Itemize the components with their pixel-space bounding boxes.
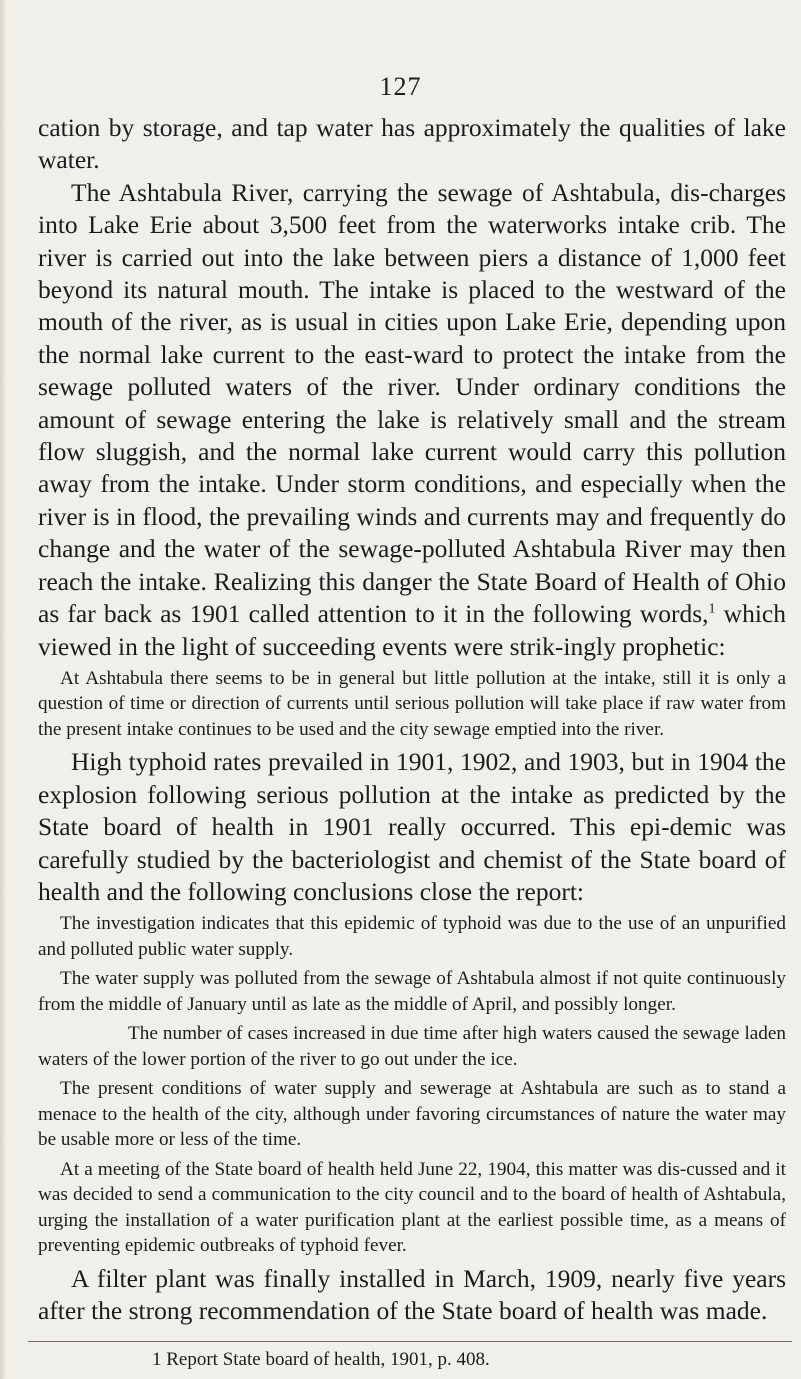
footnote-reference: 1 <box>708 601 716 617</box>
paragraph-text-tail: which viewed in the light of succeeding events were strik-ingly prophetic: <box>38 599 786 661</box>
footnote-divider <box>28 1341 792 1342</box>
quote-conclusion-cases: The number of cases increased in due time after high waters caused the sewage laden waters of the lower portion of the river to go out under the ice. <box>38 1023 786 1070</box>
page-number: 127 <box>379 72 422 101</box>
paragraph-text: The Ashtabula River, carrying the sewage of Ashtabula, dis-charges into Lake Erie about 3,500 feet from the waterworks intake crib. The river is carried out into the lake between piers a distance of 1,000 feet beyond its natural mouth. The intake is placed to the westward of the mouth of the river, as is usual in cities upon Lake Erie, depending upon the normal lake current to the east-ward to protect the intake from the sewage polluted waters of the river. Under ordinary conditions the amount of sewage entering the lake is relatively small and the stream flow sluggish, and the normal lake current would carry this pollution away from the intake. Under storm conditions, and especially when the river is in flood, the prevailing winds and currents may and frequently do change and the water of the sewage-polluted Ashtabula River may then reach the intake. Realizing this danger the State Board of Health of Ohio as far back as 1901 called attention to it in the following words, <box>38 177 786 629</box>
footnote-marker: 1 <box>152 1349 162 1370</box>
page-edge-shadow <box>0 0 6 1379</box>
quote-meeting-1904: At a meeting of the State board of health held June 22, 1904, this matter was dis-cussed and it was decided to send a communication to the city council and to the board of health of Ashtabula, urging the installation of a water purification plant at the earliest possible time, as a means of preventing epidemic outbreaks of typhoid fever. <box>38 1158 786 1257</box>
quote-conclusion-pollution: The water supply was polluted from the sewage of Ashtabula almost if not quite continuously from the middle of January until as late as the middle of April, and possibly longer. <box>38 968 786 1015</box>
quote-conclusion-investigation: The investigation indicates that this epidemic of typhoid was due to the use of an unpurified and polluted public water supply. <box>38 913 786 960</box>
quote-1901-warning: At Ashtabula there seems to be in general but little pollution at the intake, still it is only a question of time or direction of currents until serious pollution will take place if raw water from the present intake continues to be used and the city sewage emptied into the river. <box>38 667 786 740</box>
footnote-text: Report State board of health, 1901, p. 408. <box>166 1349 490 1370</box>
page-body <box>38 112 786 1328</box>
paragraph-ashtabula-river <box>38 177 786 663</box>
paragraph-continuation: cation by storage, and tap water has approximately the qualities of lake water. <box>38 113 786 175</box>
footnote <box>152 1348 490 1372</box>
paragraph-typhoid-rates: High typhoid rates prevailed in 1901, 1902, and 1903, but in 1904 the explosion following serious pollution at the intake as predicted by the State board of health in 1901 really occurred. This epi-demic was carefully studied by the bacteriologist and chemist of the State board of health and the following conclusions close the report: <box>38 747 786 907</box>
paragraph-filter-plant: A filter plant was finally installed in March, 1909, nearly five years after the strong recommendation of the State board of health was made. <box>38 1263 786 1326</box>
quote-conclusion-conditions: The present conditions of water supply and sewerage at Ashtabula are such as to stand a menace to the health of the city, although under favoring circumstances of nature the water may be usable more or less of the time. <box>38 1078 786 1151</box>
